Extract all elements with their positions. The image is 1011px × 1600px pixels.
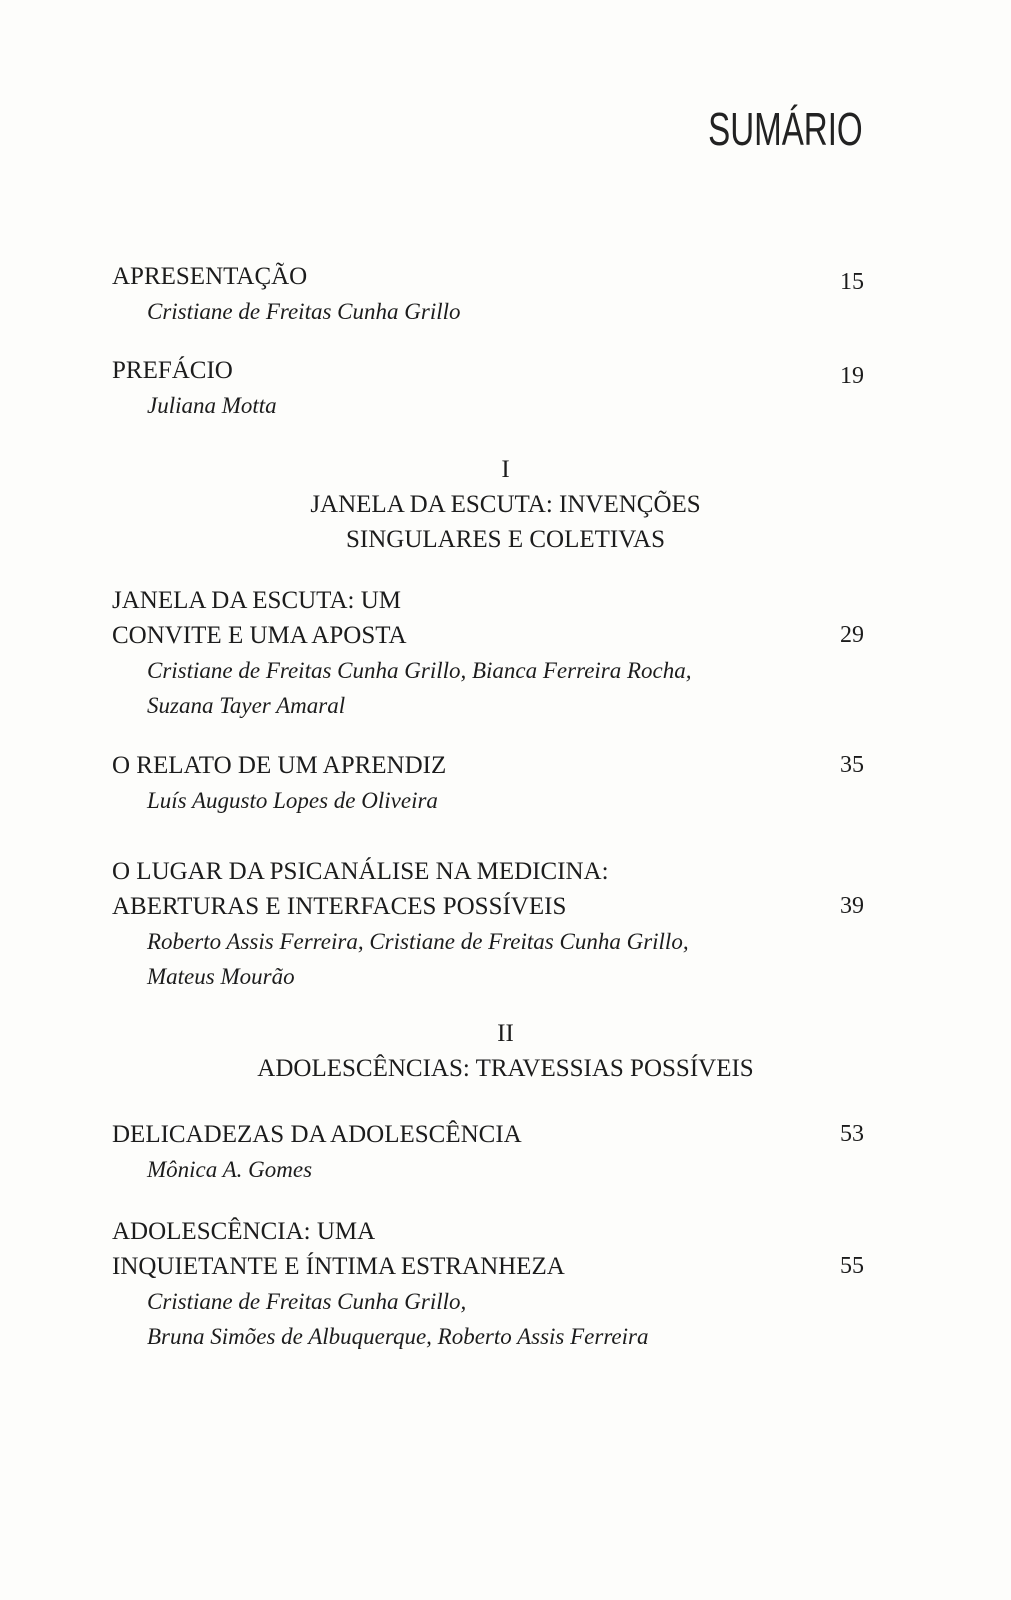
entry-title: APRESENTAÇÃO	[112, 263, 308, 290]
entry-author: Cristiane de Freitas Cunha Grillo,	[147, 1289, 467, 1314]
entry-title: INQUIETANTE E ÍNTIMA ESTRANHEZA	[112, 1253, 565, 1280]
part-title-line: JANELA DA ESCUTA: INVENÇÕES	[310, 491, 701, 518]
entry-title: ADOLESCÊNCIA: UMA	[112, 1218, 376, 1245]
entry-title: PREFÁCIO	[112, 357, 233, 384]
entry-title: O RELATO DE UM APRENDIZ	[112, 752, 447, 779]
toc-entry-janela-da-escuta[interactable]	[112, 583, 864, 723]
part-title-line: ADOLESCÊNCIAS: TRAVESSIAS POSSÍVEIS	[257, 1055, 754, 1082]
entry-author: Luís Augusto Lopes de Oliveira	[147, 788, 438, 813]
page-title: SUMÁRIO	[708, 103, 863, 155]
toc-entry-adolescencia-estranheza[interactable]	[112, 1214, 864, 1354]
page-number: 29	[840, 622, 864, 648]
entry-author: Suzana Tayer Amaral	[147, 693, 346, 718]
entry-title: O LUGAR DA PSICANÁLISE NA MEDICINA:	[112, 858, 609, 885]
entry-title: ABERTURAS E INTERFACES POSSÍVEIS	[112, 893, 567, 920]
entry-author: Roberto Assis Ferreira, Cristiane de Freitas Cunha Grillo,	[147, 929, 689, 954]
entry-title: JANELA DA ESCUTA: UM	[112, 587, 401, 614]
page-number: 19	[840, 363, 864, 389]
part-numeral: I	[501, 456, 510, 483]
toc-entry-apresentacao[interactable]	[112, 259, 864, 329]
part-heading-2	[0, 1016, 1011, 1086]
entry-author: Juliana Motta	[147, 393, 277, 418]
entry-author: Cristiane de Freitas Cunha Grillo, Bianca Ferreira Rocha,	[147, 658, 692, 683]
toc-entry-o-relato[interactable]	[112, 748, 864, 818]
page-number: 39	[840, 893, 864, 919]
entry-title: CONVITE E UMA APOSTA	[112, 622, 407, 649]
part-numeral: II	[497, 1020, 514, 1047]
toc-entry-prefacio[interactable]	[112, 353, 864, 423]
entry-author: Mônica A. Gomes	[147, 1157, 313, 1182]
toc-entry-o-lugar-da-psicanalise[interactable]	[112, 854, 864, 994]
entry-author: Cristiane de Freitas Cunha Grillo	[147, 299, 461, 324]
entry-author: Bruna Simões de Albuquerque, Roberto Assis Ferreira	[147, 1324, 649, 1349]
page-number: 35	[840, 752, 864, 778]
page-number: 53	[840, 1121, 864, 1147]
part-title-line: SINGULARES E COLETIVAS	[346, 526, 665, 553]
page-number: 55	[840, 1253, 864, 1279]
part-heading-1	[0, 452, 1011, 557]
entry-title: DELICADEZAS DA ADOLESCÊNCIA	[112, 1121, 522, 1148]
entry-author: Mateus Mourão	[147, 964, 295, 989]
toc-entry-delicadezas[interactable]	[112, 1117, 864, 1187]
page-number: 15	[840, 269, 864, 295]
